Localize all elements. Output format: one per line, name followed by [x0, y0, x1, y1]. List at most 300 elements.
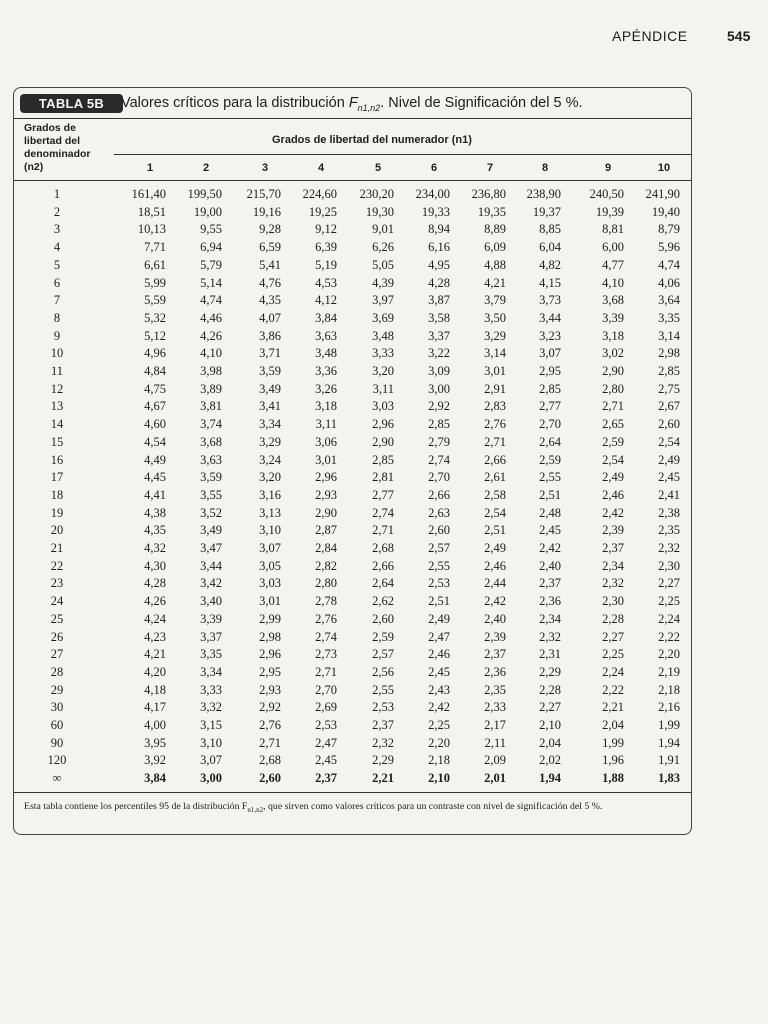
- table-cell: 4,21: [144, 647, 166, 662]
- table-cell: 5,79: [200, 257, 222, 272]
- table-cell: 8,85: [539, 222, 561, 237]
- table-cell: 4,28: [144, 576, 166, 591]
- table-cell: 2,66: [428, 487, 450, 502]
- table-cell: 3,59: [200, 470, 222, 485]
- table-cell: 4,21: [484, 275, 506, 290]
- denominator-label-line: libertad del: [24, 135, 81, 147]
- table-frame: [13, 87, 692, 835]
- table-row: [14, 328, 691, 346]
- table-cell: 8,94: [428, 222, 450, 237]
- table-cell: 3,40: [200, 594, 222, 609]
- table-cell: 4,82: [539, 257, 561, 272]
- table-cell: 3,86: [259, 328, 281, 343]
- table-cell: 2,74: [315, 629, 337, 644]
- table-cell: 4,00: [144, 718, 166, 732]
- table-cell: 2,04: [539, 735, 561, 750]
- table-row: [14, 363, 691, 381]
- table-cell: 3,89: [200, 381, 222, 396]
- table-cell: 2,45: [315, 753, 337, 768]
- table-cell: 2,84: [315, 541, 337, 555]
- table-cell: 3,11: [372, 381, 394, 396]
- table-row: [14, 257, 691, 275]
- table-cell: 3,35: [200, 647, 222, 662]
- table-cell: 3,29: [484, 328, 506, 343]
- table-cell: 19,33: [421, 204, 450, 219]
- table-cell: 3,59: [259, 364, 281, 378]
- row-label: ∞: [52, 771, 62, 786]
- table-cell: 9,28: [259, 222, 281, 237]
- table-row: [14, 646, 691, 664]
- table-cell: 2,20: [428, 735, 450, 750]
- table-cell: 3,55: [200, 487, 222, 502]
- table-cell: 3,10: [200, 735, 222, 750]
- table-cell: 2,27: [539, 700, 561, 715]
- table-cell: 3,63: [200, 452, 222, 467]
- table-cell: 2,10: [428, 771, 450, 786]
- table-cell: 4,18: [144, 682, 166, 697]
- table-cell: 2,70: [428, 470, 450, 485]
- row-label: 16: [50, 452, 64, 467]
- table-cell: 2,75: [658, 381, 680, 396]
- table-cell: 5,96: [658, 240, 680, 255]
- row-label: 8: [53, 310, 61, 325]
- row-label: 25: [50, 611, 64, 626]
- table-cell: 3,07: [539, 346, 561, 361]
- table-cell: 4,60: [144, 417, 166, 432]
- table-cell: 2,53: [315, 718, 337, 732]
- table-cell: 4,10: [200, 346, 222, 361]
- table-cell: 3,07: [200, 753, 222, 768]
- row-label: 60: [50, 718, 64, 732]
- table-cell: 2,71: [259, 735, 281, 750]
- column-header: 9: [604, 162, 612, 174]
- table-cell: 2,95: [259, 664, 281, 679]
- table-cell: 3,29: [259, 434, 281, 449]
- table-cell: 2,39: [602, 523, 624, 538]
- column-header: 3: [261, 162, 269, 174]
- table-cell: 3,20: [372, 364, 394, 378]
- table-cell: 3,01: [315, 452, 337, 467]
- table-cell: 238,90: [526, 187, 561, 201]
- table-cell: 2,91: [484, 381, 506, 396]
- table-cell: 4,54: [144, 434, 166, 449]
- table-cell: 2,53: [372, 700, 394, 715]
- table-cell: 3,16: [259, 487, 281, 502]
- table-cell: 2,49: [602, 470, 624, 485]
- table-cell: 2,83: [484, 399, 506, 414]
- table-cell: 2,96: [372, 417, 394, 432]
- table-cell: 3,06: [315, 434, 337, 449]
- table-cell: 3,23: [539, 328, 561, 343]
- table-cell: 3,97: [372, 293, 394, 308]
- table-row: [14, 292, 691, 310]
- table-cell: 236,80: [471, 187, 506, 201]
- table-cell: 5,41: [259, 257, 281, 272]
- table-cell: 3,05: [259, 558, 281, 573]
- table-cell: 2,58: [484, 487, 506, 502]
- table-cell: 2,31: [539, 647, 561, 662]
- table-cell: 3,35: [658, 310, 680, 325]
- table-row: [14, 540, 691, 558]
- table-cell: 3,37: [200, 629, 222, 644]
- table-row: [14, 469, 691, 487]
- table-row: [14, 770, 691, 788]
- table-cell: 2,25: [602, 647, 624, 662]
- table-cell: 2,96: [259, 647, 281, 662]
- table-cell: 2,99: [259, 611, 281, 626]
- denominator-label-line: denominador: [24, 148, 91, 160]
- table-cell: 2,32: [602, 576, 624, 591]
- table-cell: 2,28: [602, 611, 624, 626]
- table-cell: 2,53: [428, 576, 450, 591]
- table-cell: 2,25: [428, 718, 450, 732]
- footnote-pre: Esta tabla contiene los percentiles 95 de la distribución F: [24, 801, 248, 812]
- table-cell: 2,67: [658, 399, 680, 414]
- table-cell: 2,22: [658, 629, 680, 644]
- table-cell: 2,21: [602, 700, 624, 715]
- row-label: 1: [53, 187, 61, 201]
- table-cell: 2,66: [484, 452, 506, 467]
- table-row: [14, 487, 691, 505]
- table-cell: 2,78: [315, 594, 337, 609]
- table-cell: 3,48: [315, 346, 337, 361]
- table-cell: 2,30: [602, 594, 624, 609]
- footer-rule: [14, 792, 691, 793]
- table-cell: 2,48: [539, 505, 561, 520]
- row-label: 24: [50, 594, 64, 609]
- table-cell: 9,55: [200, 222, 222, 237]
- table-cell: 2,22: [602, 682, 624, 697]
- table-cell: 18,51: [137, 204, 166, 219]
- title-post: . Nivel de Significación del 5 %.: [380, 95, 583, 111]
- table-cell: 3,95: [144, 735, 166, 750]
- table-cell: 2,20: [658, 647, 680, 662]
- title-f-symbol: F: [348, 95, 358, 111]
- table-cell: 2,74: [428, 452, 450, 467]
- table-cell: 4,32: [144, 541, 166, 555]
- table-cell: 6,59: [259, 240, 281, 255]
- table-cell: 230,20: [359, 187, 394, 201]
- table-cell: 2,33: [484, 700, 506, 715]
- table-cell: 2,70: [315, 682, 337, 697]
- row-label: 30: [50, 700, 64, 715]
- table-cell: 2,80: [602, 381, 624, 396]
- table-cell: 2,51: [539, 487, 561, 502]
- table-cell: 3,73: [539, 293, 561, 308]
- table-cell: 2,02: [539, 753, 561, 768]
- table-cell: 3,69: [372, 310, 394, 325]
- header-rule: [14, 180, 691, 181]
- numerator-label: Grados de libertad del numerador (n1): [272, 134, 472, 146]
- table-cell: 2,71: [315, 664, 337, 679]
- table-cell: 2,34: [602, 558, 624, 573]
- table-cell: 3,39: [200, 611, 222, 626]
- title-subscript: n1,n2: [357, 102, 381, 113]
- table-cell: 3,37: [428, 328, 450, 343]
- column-header: 7: [486, 162, 494, 174]
- table-cell: 3,44: [539, 310, 561, 325]
- table-cell: 6,00: [602, 240, 624, 255]
- column-header: 10: [657, 162, 671, 174]
- table-cell: 4,35: [259, 293, 281, 308]
- table-row: [14, 345, 691, 363]
- table-cell: 3,68: [602, 293, 624, 308]
- table-cell: 4,95: [428, 257, 450, 272]
- row-label: 19: [50, 505, 64, 520]
- numerator-rule: [114, 154, 691, 155]
- table-cell: 3,22: [428, 346, 450, 361]
- table-cell: 19,39: [595, 204, 624, 219]
- table-cell: 2,27: [602, 629, 624, 644]
- table-cell: 2,90: [315, 505, 337, 520]
- column-header: 6: [430, 162, 438, 174]
- table-cell: 19,16: [252, 204, 281, 219]
- table-cell: 2,01: [484, 771, 506, 786]
- table-cell: 2,60: [372, 611, 394, 626]
- table-cell: 3,49: [200, 523, 222, 538]
- table-cell: 2,57: [372, 647, 394, 662]
- table-cell: 4,17: [144, 700, 166, 715]
- table-cell: 2,76: [315, 611, 337, 626]
- table-cell: 19,00: [193, 204, 222, 219]
- table-cell: 2,96: [315, 470, 337, 485]
- table-cell: 2,85: [372, 452, 394, 467]
- table-cell: 2,49: [428, 611, 450, 626]
- table-cell: 6,39: [315, 240, 337, 255]
- table-cell: 3,84: [144, 771, 166, 786]
- table-cell: 2,46: [428, 647, 450, 662]
- table-cell: 2,98: [259, 629, 281, 644]
- row-label: 90: [50, 735, 64, 750]
- table-cell: 3,92: [144, 753, 166, 768]
- table-cell: 19,35: [477, 204, 506, 219]
- table-cell: 2,43: [428, 682, 450, 697]
- table-cell: 2,34: [539, 611, 561, 626]
- table-cell: 2,40: [484, 611, 506, 626]
- table-cell: 19,30: [365, 204, 394, 219]
- table-cell: 2,21: [372, 771, 394, 786]
- table-cell: 6,61: [144, 257, 166, 272]
- table-cell: 3,41: [259, 399, 281, 414]
- table-cell: 5,05: [372, 257, 394, 272]
- table-cell: 4,24: [144, 611, 166, 626]
- table-cell: 199,50: [187, 187, 222, 201]
- table-cell: 4,20: [144, 664, 166, 679]
- table-row: [14, 752, 691, 770]
- table-cell: 2,30: [658, 558, 680, 573]
- table-cell: 4,45: [144, 470, 166, 485]
- table-cell: 2,90: [602, 364, 624, 378]
- table-cell: 161,40: [131, 187, 166, 201]
- table-cell: 1,99: [602, 735, 624, 750]
- table-cell: 2,59: [602, 434, 624, 449]
- table-cell: 2,10: [539, 718, 561, 732]
- table-cell: 4,26: [144, 594, 166, 609]
- footnote-post: , que sirven como valores críticos para un contraste con nivel de significación del 5 %.: [263, 801, 603, 812]
- table-row: [14, 593, 691, 611]
- table-cell: 2,39: [484, 629, 506, 644]
- table-cell: 5,12: [144, 328, 166, 343]
- table-cell: 2,04: [602, 718, 624, 732]
- table-cell: 8,89: [484, 222, 506, 237]
- table-cell: 6,94: [200, 240, 222, 255]
- page-number: 545: [727, 28, 751, 44]
- column-header: 1: [146, 162, 154, 174]
- table-cell: 4,10: [602, 275, 624, 290]
- table-cell: 2,68: [259, 753, 281, 768]
- table-row: [14, 522, 691, 540]
- table-cell: 3,15: [200, 718, 222, 732]
- table-cell: 3,47: [200, 541, 222, 555]
- table-cell: 3,09: [428, 364, 450, 378]
- table-cell: 2,37: [484, 647, 506, 662]
- table-row: [14, 398, 691, 416]
- row-label: 13: [50, 399, 64, 414]
- table-row: [14, 275, 691, 293]
- table-cell: 3,03: [259, 576, 281, 591]
- table-cell: 2,80: [315, 576, 337, 591]
- table-cell: 2,17: [484, 718, 506, 732]
- table-cell: 2,76: [484, 417, 506, 432]
- table-cell: 3,24: [259, 452, 281, 467]
- table-cell: 2,45: [658, 470, 680, 485]
- table-cell: 2,11: [484, 735, 506, 750]
- table-cell: 4,74: [200, 293, 222, 308]
- table-cell: 9,01: [372, 222, 394, 237]
- table-cell: 2,42: [602, 505, 624, 520]
- row-label: 4: [53, 240, 61, 255]
- table-cell: 4,74: [658, 257, 680, 272]
- row-label: 18: [50, 487, 64, 502]
- table-cell: 2,24: [602, 664, 624, 679]
- row-label: 17: [50, 470, 64, 485]
- table-cell: 3,18: [602, 328, 624, 343]
- table-cell: 2,95: [539, 364, 561, 378]
- table-cell: 215,70: [246, 187, 281, 201]
- table-title: [121, 94, 583, 118]
- table-cell: 2,55: [428, 558, 450, 573]
- table-cell: 2,41: [658, 487, 680, 502]
- table-row: [14, 452, 691, 470]
- table-cell: 2,85: [658, 364, 680, 378]
- table-cell: 2,85: [428, 417, 450, 432]
- table-cell: 4,06: [658, 275, 680, 290]
- table-cell: 3,11: [315, 417, 337, 432]
- table-row: [14, 682, 691, 700]
- table-cell: 2,55: [372, 682, 394, 697]
- table-cell: 2,54: [602, 452, 624, 467]
- table-row: [14, 629, 691, 647]
- table-cell: 2,37: [539, 576, 561, 591]
- table-cell: 19,25: [308, 204, 337, 219]
- table-cell: 1,91: [658, 753, 680, 768]
- table-cell: 3,39: [602, 310, 624, 325]
- table-cell: 2,47: [428, 629, 450, 644]
- table-cell: 2,37: [602, 541, 624, 555]
- table-cell: 2,61: [484, 470, 506, 485]
- table-cell: 2,29: [372, 753, 394, 768]
- table-cell: 2,42: [484, 594, 506, 609]
- table-row: [14, 664, 691, 682]
- row-label: 5: [53, 257, 61, 272]
- table-cell: 2,16: [658, 700, 680, 715]
- table-row: [14, 558, 691, 576]
- table-cell: 2,46: [484, 558, 506, 573]
- row-label: 20: [50, 523, 64, 538]
- table-cell: 3,14: [484, 346, 506, 361]
- table-cell: 3,26: [315, 381, 337, 396]
- table-cell: 2,45: [539, 523, 561, 538]
- row-label: 10: [50, 346, 64, 361]
- table-cell: 3,00: [200, 771, 222, 786]
- table-cell: 2,54: [484, 505, 506, 520]
- table-cell: 3,49: [259, 381, 281, 396]
- row-label: 28: [50, 664, 64, 679]
- table-cell: 2,51: [428, 594, 450, 609]
- table-cell: 241,90: [645, 187, 680, 201]
- table-cell: 2,60: [428, 523, 450, 538]
- table-cell: 2,27: [658, 576, 680, 591]
- table-cell: 3,03: [372, 399, 394, 414]
- table-cell: 2,28: [539, 682, 561, 697]
- table-cell: 4,49: [144, 452, 166, 467]
- table-cell: 2,77: [539, 399, 561, 414]
- table-cell: 2,64: [372, 576, 394, 591]
- table-cell: 3,63: [315, 328, 337, 343]
- table-cell: 2,44: [484, 576, 506, 591]
- table-cell: 3,87: [428, 293, 450, 308]
- table-cell: 3,44: [200, 558, 222, 573]
- table-cell: 2,63: [428, 505, 450, 520]
- table-cell: 3,20: [259, 470, 281, 485]
- table-cell: 2,71: [602, 399, 624, 414]
- table-row: [14, 186, 691, 204]
- table-cell: 5,59: [144, 293, 166, 308]
- table-cell: 4,53: [315, 275, 337, 290]
- table-cell: 2,51: [484, 523, 506, 538]
- row-label: 7: [53, 293, 61, 308]
- table-cell: 4,07: [259, 310, 281, 325]
- table-title-bar: [14, 88, 691, 118]
- table-cell: 2,60: [259, 771, 281, 786]
- table-cell: 3,98: [200, 364, 222, 378]
- table-cell: 4,38: [144, 505, 166, 520]
- table-cell: 3,32: [200, 700, 222, 715]
- table-cell: 2,55: [539, 470, 561, 485]
- table-cell: 19,37: [532, 204, 561, 219]
- table-cell: 5,19: [315, 257, 337, 272]
- table-cell: 19,40: [651, 204, 680, 219]
- table-cell: 2,59: [539, 452, 561, 467]
- table-cell: 2,64: [539, 434, 561, 449]
- table-cell: 9,12: [315, 222, 337, 237]
- table-cell: 6,04: [539, 240, 561, 255]
- table-cell: 2,36: [484, 664, 506, 679]
- table-cell: 2,87: [315, 523, 337, 538]
- table-cell: 2,85: [539, 381, 561, 396]
- table-cell: 2,81: [372, 470, 394, 485]
- table-row: [14, 505, 691, 523]
- denominator-label-line: (n2): [24, 161, 44, 173]
- table-row: [14, 221, 691, 239]
- table-cell: 2,90: [372, 434, 394, 449]
- table-cell: 1,96: [602, 753, 624, 768]
- table-cell: 2,68: [372, 541, 394, 555]
- table-cell: 6,26: [372, 240, 394, 255]
- table-cell: 2,38: [658, 505, 680, 520]
- table-cell: 3,34: [200, 664, 222, 679]
- row-label: 22: [50, 558, 64, 573]
